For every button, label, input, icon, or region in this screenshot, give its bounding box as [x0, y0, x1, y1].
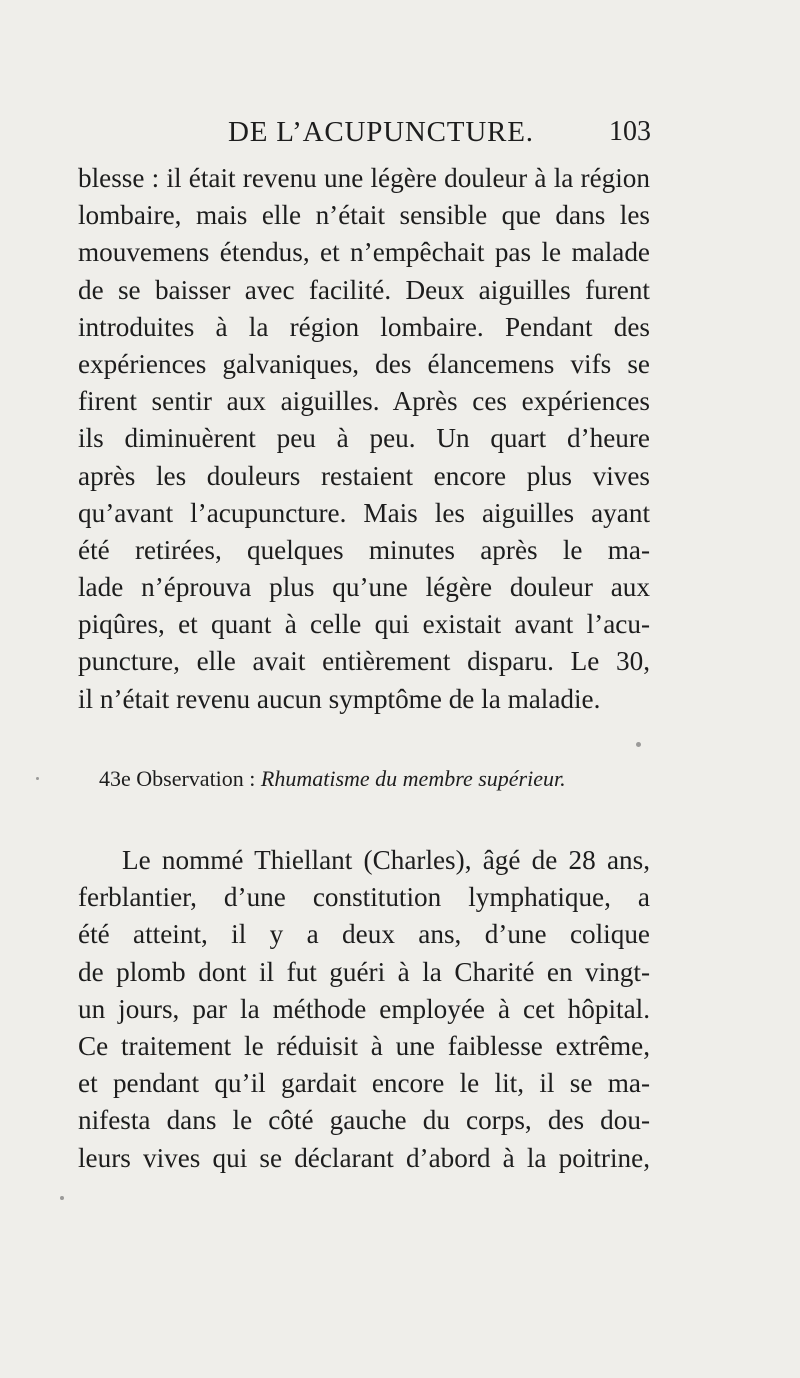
text-line: et pendant qu’il gardait encore le lit, il se ma- — [78, 1068, 650, 1099]
text-line: ils diminuèrent peu à peu. Un quart d’heure — [78, 423, 650, 454]
text-line: été retirées, quelques minutes après le ma- — [78, 534, 650, 565]
page-number: 103 — [609, 116, 651, 147]
text-line: qu’avant l’acupuncture. Mais les aiguilles ayant — [78, 497, 650, 528]
text-line: mouvemens étendus, et n’empêchait pas le malade — [78, 237, 650, 268]
text-line: nifesta dans le côté gauche du corps, des dou- — [78, 1105, 650, 1136]
page-header — [78, 114, 653, 154]
text-line: un jours, par la méthode employée à cet hôpital. — [78, 993, 650, 1024]
text-line: de se baisser avec facilité. Deux aiguilles furent — [78, 274, 650, 305]
paper-speck — [636, 742, 641, 747]
text-line: firent sentir aux aiguilles. Après ces expériences — [78, 386, 650, 417]
text-line: puncture, elle avait entièrement disparu. Le 30, — [78, 646, 650, 677]
text-line: lade n’éprouva plus qu’une légère douleur aux — [78, 572, 650, 603]
text-line: de plomb dont il fut guéri à la Charité en vingt- — [78, 956, 650, 987]
paper-speck — [60, 1196, 64, 1200]
paper-speck — [36, 777, 39, 780]
text-line: il n’était revenu aucun symptôme de la maladie. — [78, 683, 601, 714]
text-line: blesse : il était revenu une légère douleur à la région — [78, 163, 650, 193]
text-line: Le nommé Thiellant (Charles), âgé de 28 ans, — [122, 845, 650, 875]
paragraph-observation — [78, 842, 650, 1177]
observation-title: Rhumatisme du membre supérieur. — [260, 766, 566, 791]
observation-heading — [99, 763, 659, 795]
text-line: piqûres, et quant à celle qui existait avant l’acu- — [78, 609, 650, 640]
text-line: expériences galvaniques, des élancemens vifs se — [78, 348, 650, 379]
text-line: ferblantier, d’une constitution lymphatique, a — [78, 882, 650, 913]
text-line: leurs vives qui se déclarant d’abord à la poitrine, — [78, 1142, 650, 1173]
text-line: Ce traitement le réduisit à une faiblesse extrême, — [78, 1030, 650, 1061]
text-line: introduites à la région lombaire. Pendant des — [78, 311, 650, 342]
text-line: après les douleurs restaient encore plus vives — [78, 460, 650, 491]
paragraph-continuation — [78, 160, 650, 718]
text-line: été atteint, il y a deux ans, d’une colique — [78, 919, 650, 950]
text-line: lombaire, mais elle n’était sensible que dans les — [78, 200, 650, 231]
observation-label: 43e Observation : — [99, 766, 261, 791]
running-head: DE L’ACUPUNCTURE. — [228, 116, 534, 148]
